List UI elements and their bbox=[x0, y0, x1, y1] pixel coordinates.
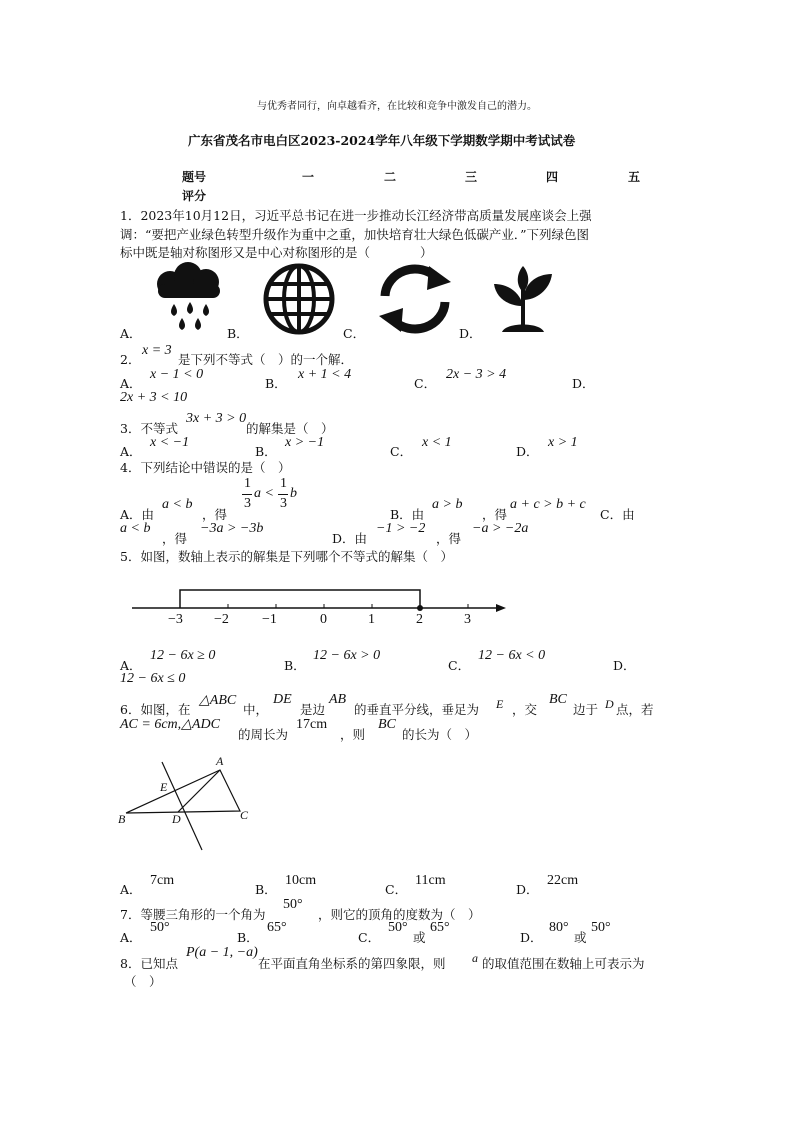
tick-label: 1 bbox=[368, 612, 375, 627]
q1-line2: 调：“要把产业绿色转型升级作为重中之重，加快培育壮大绿色低碳产业．”下列绿色图 bbox=[120, 227, 590, 242]
q4-a-frac1-num: 1 bbox=[244, 476, 251, 491]
q2-opt-d: 2x + 3 < 10 bbox=[120, 390, 188, 405]
q6-l1-d: ，交 bbox=[512, 702, 538, 717]
q6-l1-b: 是边 bbox=[300, 702, 326, 717]
q8-a: a bbox=[472, 951, 478, 965]
score-col-2: 二 bbox=[384, 170, 397, 184]
tick-label: 3 bbox=[464, 612, 471, 627]
q5-opt-c: 12 − 6x < 0 bbox=[478, 648, 546, 663]
header-note: 与优秀者同行，向卓越看齐，在比较和竞争中激发自己的潜力。 bbox=[257, 101, 537, 112]
score-table-head: 题号 bbox=[182, 170, 207, 184]
q6-bc: BC bbox=[549, 692, 567, 707]
q3-opt-a: x < −1 bbox=[150, 435, 190, 450]
q6-e: E bbox=[496, 697, 504, 711]
q7-label-b: B． bbox=[237, 930, 259, 945]
q7-opt-c: 50° bbox=[388, 920, 408, 935]
q6-ac: AC = 6cm,△ADC bbox=[120, 717, 220, 732]
q4-d-res: −a > −2a bbox=[472, 521, 529, 536]
rain-cloud-icon bbox=[150, 262, 228, 338]
q5-label-b: B． bbox=[284, 658, 306, 673]
q7-angle: 50° bbox=[283, 897, 303, 912]
q4-a-frac-mid: a < bbox=[254, 486, 274, 501]
q4-c-pre: C．由 bbox=[600, 507, 635, 522]
score-col-1: 一 bbox=[302, 170, 315, 184]
q6-perimeter: 17cm bbox=[296, 717, 328, 732]
q3-opt-d: x > 1 bbox=[548, 435, 578, 450]
score-col-4: 四 bbox=[546, 170, 559, 184]
point-label-e: E bbox=[160, 780, 168, 794]
number-line-figure bbox=[130, 580, 510, 640]
q4-a-frac2-num: 1 bbox=[280, 476, 287, 491]
q1-line1: 1．2023年10月12日，习近平总书记在进一步推动长江经济带高质量发展座谈会上强 bbox=[120, 208, 592, 223]
q4-b-mid: ，得 bbox=[482, 507, 508, 522]
q6-opt-d: 22cm bbox=[547, 873, 579, 888]
q4-a-pre: A．由 bbox=[120, 507, 155, 522]
q5-opt-b: 12 − 6x > 0 bbox=[313, 648, 381, 663]
q3-label-c: C． bbox=[390, 444, 413, 459]
q2-label-b: B． bbox=[265, 376, 287, 391]
q2-opt-c: 2x − 3 > 4 bbox=[446, 367, 507, 382]
q6-de: DE bbox=[273, 692, 292, 707]
q6-label-c: C． bbox=[385, 882, 408, 897]
q6-ab: AB bbox=[329, 692, 347, 707]
q3-label-b: B． bbox=[255, 444, 277, 459]
q4-a-expr: a < b bbox=[162, 497, 193, 512]
q4-a-frac2-bar bbox=[278, 494, 288, 495]
q1-option-d: D． bbox=[459, 326, 482, 341]
q1-line3: 标中既是轴对称图形又是中心对称图形的是（ ） bbox=[120, 245, 433, 260]
point-label-b: B bbox=[118, 812, 126, 826]
page-title: 广东省茂名市电白区2023-2024学年八年级下学期数学期中考试试卷 bbox=[188, 133, 576, 148]
q2-label-c: C． bbox=[414, 376, 437, 391]
q4-a-frac2-den: 3 bbox=[280, 496, 287, 511]
q7-pre: 7．等腰三角形的一个角为 bbox=[120, 907, 266, 922]
q3-opt-c: x < 1 bbox=[422, 435, 452, 450]
q5-opt-d: 12 − 6x ≤ 0 bbox=[120, 671, 186, 686]
q8-line2: （ ） bbox=[124, 974, 162, 989]
q5-label-a: A． bbox=[120, 658, 142, 673]
q4-d-pre: D．由 bbox=[332, 531, 368, 546]
sprout-icon bbox=[490, 262, 556, 334]
q6-tri-abc: △ABC bbox=[199, 693, 237, 708]
q8-pre: 8．已知点 bbox=[120, 956, 178, 971]
triangle-figure bbox=[116, 754, 256, 854]
score-col-5: 五 bbox=[628, 170, 641, 184]
q4-d-expr: −1 > −2 bbox=[376, 521, 426, 536]
tick-label: −2 bbox=[214, 612, 229, 627]
q3-opt-b: x > −1 bbox=[285, 435, 325, 450]
q7-post: ，则它的顶角的度数为（ ） bbox=[318, 907, 481, 922]
q6-l1-a: 中， bbox=[243, 702, 269, 717]
q1-option-c: C． bbox=[343, 326, 366, 341]
q4-d-mid: ，得 bbox=[436, 531, 462, 546]
q2-stem: 是下列不等式（ ）的一个解． bbox=[178, 352, 354, 367]
q2-opt-b: x + 1 < 4 bbox=[298, 367, 352, 382]
score-col-3: 三 bbox=[465, 170, 478, 184]
tick-label: −3 bbox=[168, 612, 183, 627]
point-label-a: A bbox=[216, 754, 224, 768]
q2-expr: x = 3 bbox=[142, 343, 172, 358]
tick-label: −1 bbox=[262, 612, 277, 627]
q4-c-res: −3a > −3b bbox=[200, 521, 264, 536]
q4-a-frac-end: b bbox=[290, 486, 297, 501]
q3-expr: 3x + 3 > 0 bbox=[186, 411, 247, 426]
q2-opt-a: x − 1 < 0 bbox=[150, 367, 204, 382]
point-label-d: D bbox=[172, 812, 181, 826]
q7-opt-a: 50° bbox=[150, 920, 170, 935]
q8-mid: 在平面直角坐标系的第四象限，则 bbox=[258, 956, 446, 971]
q7-label-c: C． bbox=[358, 930, 381, 945]
q7-opt-d: 80° bbox=[549, 920, 569, 935]
recycle-arrows-icon bbox=[371, 262, 459, 336]
q4-c-mid: ，得 bbox=[162, 531, 188, 546]
q6-l2-a: 的周长为 bbox=[238, 727, 289, 742]
q8-post: 的取值范围在数轴上可表示为 bbox=[482, 956, 645, 971]
q6-l1-c: 的垂直平分线，垂足为 bbox=[354, 702, 480, 717]
q4-a-frac1-bar bbox=[242, 494, 252, 495]
q4-b-expr: a > b bbox=[432, 497, 463, 512]
q6-l1-f: 点，若 bbox=[616, 702, 654, 717]
q4-a-mid: ，得 bbox=[202, 507, 228, 522]
q5-stem: 5．如图，数轴上表示的解集是下列哪个不等式的解集（ ） bbox=[120, 549, 453, 564]
q7-opt-c-alt: 65° bbox=[430, 920, 450, 935]
q3-stem: 的解集是（ ） bbox=[246, 421, 334, 436]
q7-opt-d-alt: 50° bbox=[591, 920, 611, 935]
q7-or-c: 或 bbox=[413, 930, 426, 945]
q1-option-b: B． bbox=[227, 326, 249, 341]
q3-label-a: A． bbox=[120, 444, 142, 459]
q2-num: 2． bbox=[120, 352, 141, 367]
q5-label-d: D． bbox=[613, 658, 636, 673]
globe-icon bbox=[262, 262, 336, 336]
tick-label: 2 bbox=[416, 612, 423, 627]
q2-label-a: A． bbox=[120, 376, 142, 391]
q6-label-a: A． bbox=[120, 882, 142, 897]
triangle-diagram bbox=[116, 758, 256, 854]
q6-opt-a: 7cm bbox=[150, 873, 175, 888]
q6-label-b: B． bbox=[255, 882, 277, 897]
q4-b-res: a + c > b + c bbox=[510, 497, 586, 512]
q1-option-a: A． bbox=[120, 326, 142, 341]
q6-d: D bbox=[605, 697, 614, 711]
q2-label-d: D． bbox=[572, 376, 595, 391]
score-row-label: 评分 bbox=[182, 189, 207, 203]
q6-opt-b: 10cm bbox=[285, 873, 317, 888]
q8-point: P(a − 1, −a) bbox=[186, 945, 258, 960]
q4-c-expr: a < b bbox=[120, 521, 151, 536]
q4-stem: 4．下列结论中错误的是（ ） bbox=[120, 460, 291, 475]
q3-label-d: D． bbox=[516, 444, 539, 459]
q6-label-d: D． bbox=[516, 882, 539, 897]
point-label-c: C bbox=[240, 808, 249, 822]
q6-l2-c: 的长为（ ） bbox=[402, 727, 478, 742]
q7-label-d: D． bbox=[520, 930, 543, 945]
tick-label: 0 bbox=[320, 612, 327, 627]
q6-l1-e: 边于 bbox=[573, 702, 599, 717]
q3-num: 3．不等式 bbox=[120, 421, 178, 436]
q4-b-pre: B．由 bbox=[390, 507, 425, 522]
q7-opt-b: 65° bbox=[267, 920, 287, 935]
q5-opt-a: 12 − 6x ≥ 0 bbox=[150, 648, 216, 663]
q6-bc2: BC bbox=[378, 717, 396, 732]
number-line bbox=[130, 580, 510, 640]
q4-a-frac1-den: 3 bbox=[244, 496, 251, 511]
q6-l1-pre: 6．如图，在 bbox=[120, 702, 191, 717]
q6-l2-b: ，则 bbox=[340, 727, 366, 742]
q6-opt-c: 11cm bbox=[415, 873, 446, 888]
q5-label-c: C． bbox=[448, 658, 471, 673]
q7-label-a: A． bbox=[120, 930, 142, 945]
q7-or-d: 或 bbox=[574, 930, 587, 945]
